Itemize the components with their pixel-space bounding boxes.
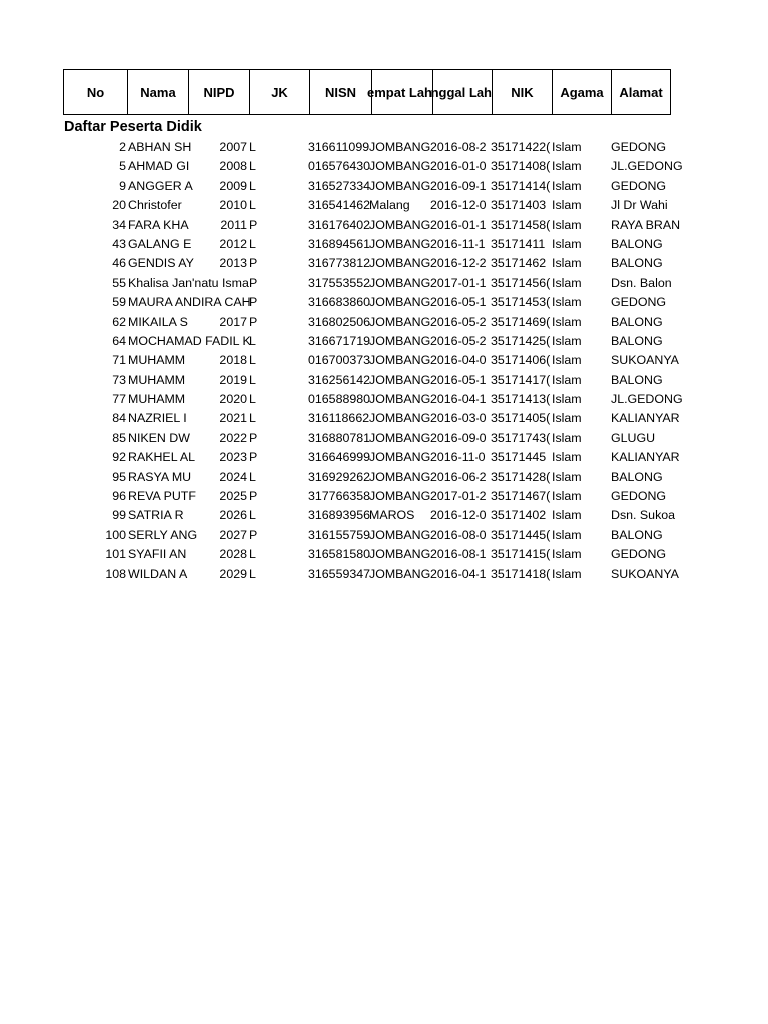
cell-nik: 35171467( bbox=[491, 489, 551, 504]
cell-nik: 35171417( bbox=[491, 372, 551, 387]
table-row bbox=[0, 177, 768, 196]
cell-nama: ANGGER A bbox=[128, 178, 193, 193]
cell-nisn: 016588980 bbox=[308, 392, 371, 407]
cell-nik: 35171413( bbox=[491, 392, 551, 407]
cell-jk: P bbox=[249, 450, 258, 465]
cell-jk: P bbox=[249, 527, 258, 542]
cell-no: 108 bbox=[105, 566, 126, 581]
header-nipd: NIPD bbox=[189, 70, 250, 114]
cell-jk: P bbox=[249, 295, 258, 310]
cell-no: 43 bbox=[112, 236, 126, 251]
cell-nama: NIKEN DW bbox=[128, 430, 190, 445]
data-table-body bbox=[0, 138, 768, 584]
table-row bbox=[0, 429, 768, 448]
cell-nisn: 316256142 bbox=[308, 372, 371, 387]
cell-no: 20 bbox=[112, 198, 126, 213]
cell-nisn: 316773812 bbox=[308, 256, 371, 271]
cell-tempat-lahir: JOMBANG bbox=[369, 236, 431, 251]
cell-agama: Islam bbox=[552, 178, 582, 193]
cell-no: 85 bbox=[112, 430, 126, 445]
cell-jk: P bbox=[249, 489, 258, 504]
cell-nipd: 2009 bbox=[219, 178, 247, 193]
cell-nisn: 316893956 bbox=[308, 508, 371, 523]
cell-nipd: 2024 bbox=[219, 469, 247, 484]
cell-nisn: 016576430 bbox=[308, 159, 371, 174]
cell-tempat-lahir: MAROS bbox=[369, 508, 415, 523]
cell-alamat: KALIANYAR bbox=[611, 450, 680, 465]
cell-jk: L bbox=[249, 469, 256, 484]
table-row bbox=[0, 351, 768, 370]
cell-no: 62 bbox=[112, 314, 126, 329]
cell-tanggal-lahir: 2016-08-2 bbox=[430, 140, 487, 154]
cell-tempat-lahir: JOMBANG bbox=[369, 489, 431, 504]
cell-nipd: 2028 bbox=[219, 547, 247, 562]
cell-tanggal-lahir: 2016-05-1 bbox=[430, 295, 487, 310]
cell-jk: P bbox=[249, 217, 258, 232]
cell-jk: L bbox=[249, 178, 256, 193]
cell-nama: MAURA ANDIRA CAH bbox=[128, 295, 251, 310]
cell-nisn: 316559347 bbox=[308, 566, 371, 581]
cell-tanggal-lahir: 2016-05-1 bbox=[430, 372, 487, 387]
cell-nama: MUHAMM bbox=[128, 353, 186, 368]
header-alamat: Alamat bbox=[612, 70, 671, 114]
cell-no: 71 bbox=[112, 353, 126, 368]
cell-no: 73 bbox=[112, 372, 126, 387]
page-title: Daftar Peserta Didik bbox=[64, 119, 202, 135]
cell-agama: Islam bbox=[552, 392, 582, 407]
cell-nama: SYAFII AN bbox=[128, 547, 187, 562]
table-row bbox=[0, 448, 768, 467]
cell-tanggal-lahir: 2016-04-1 bbox=[430, 392, 487, 407]
cell-tanggal-lahir: 2016-12-2 bbox=[430, 256, 487, 271]
cell-nik: 35171415( bbox=[491, 547, 551, 562]
cell-nisn: 316802506 bbox=[308, 314, 371, 329]
cell-nama: MUHAMM bbox=[128, 372, 186, 387]
cell-agama: Islam bbox=[552, 333, 582, 348]
cell-tanggal-lahir: 2016-09-1 bbox=[430, 178, 487, 193]
cell-nama: NAZRIEL I bbox=[128, 411, 187, 426]
cell-tempat-lahir: JOMBANG bbox=[369, 372, 431, 387]
cell-no: 2 bbox=[119, 140, 126, 154]
cell-agama: Islam bbox=[552, 508, 582, 523]
cell-alamat: GEDONG bbox=[611, 547, 667, 562]
cell-jk: L bbox=[249, 353, 256, 368]
cell-alamat: BALONG bbox=[611, 469, 663, 484]
cell-no: 5 bbox=[119, 159, 126, 174]
cell-agama: Islam bbox=[552, 547, 582, 562]
cell-agama: Islam bbox=[552, 140, 582, 154]
cell-tempat-lahir: Malang bbox=[369, 198, 410, 213]
cell-agama: Islam bbox=[552, 295, 582, 310]
cell-alamat: JL.GEDONG bbox=[611, 392, 683, 407]
cell-nisn: 316929262 bbox=[308, 469, 371, 484]
cell-nik: 35171418( bbox=[491, 566, 551, 581]
cell-no: 96 bbox=[112, 489, 126, 504]
cell-nipd: 2017 bbox=[219, 314, 247, 329]
cell-nipd: 2010 bbox=[219, 198, 247, 213]
cell-alamat: SUKOANYA bbox=[611, 566, 679, 581]
cell-tempat-lahir: JOMBANG bbox=[369, 333, 431, 348]
cell-nik: 35171408( bbox=[491, 159, 551, 174]
cell-alamat: GEDONG bbox=[611, 178, 667, 193]
header-jk: JK bbox=[250, 70, 310, 114]
cell-tanggal-lahir: 2017-01-1 bbox=[430, 275, 487, 290]
cell-nik: 35171453( bbox=[491, 295, 551, 310]
cell-jk: L bbox=[249, 411, 256, 426]
cell-nik: 35171403 bbox=[491, 198, 547, 213]
cell-jk: L bbox=[249, 547, 256, 562]
header-nama: Nama bbox=[128, 70, 189, 114]
cell-nisn: 316176402 bbox=[308, 217, 371, 232]
cell-nama: GENDIS AY bbox=[128, 256, 194, 271]
cell-no: 84 bbox=[112, 411, 126, 426]
cell-tempat-lahir: JOMBANG bbox=[369, 430, 431, 445]
cell-agama: Islam bbox=[552, 236, 582, 251]
table-row bbox=[0, 371, 768, 390]
cell-tempat-lahir: JOMBANG bbox=[369, 392, 431, 407]
cell-alamat: GEDONG bbox=[611, 295, 667, 310]
cell-jk: L bbox=[249, 236, 256, 251]
cell-tempat-lahir: JOMBANG bbox=[369, 527, 431, 542]
cell-alamat: RAYA BRAN bbox=[611, 217, 681, 232]
cell-no: 95 bbox=[112, 469, 126, 484]
cell-nama: SERLY ANG bbox=[128, 527, 198, 542]
cell-agama: Islam bbox=[552, 527, 582, 542]
cell-nik: 35171743( bbox=[491, 430, 551, 445]
cell-tanggal-lahir: 2016-08-0 bbox=[430, 527, 487, 542]
cell-nik: 35171462 bbox=[491, 256, 547, 271]
table-row bbox=[0, 274, 768, 293]
cell-jk: P bbox=[249, 256, 258, 271]
cell-nipd: 2026 bbox=[219, 508, 247, 523]
cell-nik: 35171456( bbox=[491, 275, 551, 290]
cell-alamat: GEDONG bbox=[611, 489, 667, 504]
cell-no: 77 bbox=[112, 392, 126, 407]
cell-agama: Islam bbox=[552, 256, 582, 271]
cell-tempat-lahir: JOMBANG bbox=[369, 140, 431, 154]
cell-alamat: SUKOANYA bbox=[611, 353, 679, 368]
cell-nipd: 2023 bbox=[219, 450, 247, 465]
table-row bbox=[0, 390, 768, 409]
cell-tempat-lahir: JOMBANG bbox=[369, 411, 431, 426]
table-row bbox=[0, 487, 768, 506]
cell-tanggal-lahir: 2016-03-0 bbox=[430, 411, 487, 426]
cell-jk: L bbox=[249, 333, 256, 348]
cell-nisn: 316611099 bbox=[308, 140, 370, 154]
cell-nik: 35171445 bbox=[491, 450, 547, 465]
cell-nipd: 2022 bbox=[219, 430, 247, 445]
cell-agama: Islam bbox=[552, 430, 582, 445]
cell-agama: Islam bbox=[552, 489, 582, 504]
cell-nik: 35171411 bbox=[491, 236, 546, 251]
cell-tanggal-lahir: 2016-05-2 bbox=[430, 333, 487, 348]
cell-agama: Islam bbox=[552, 566, 582, 581]
cell-nisn: 316683860 bbox=[308, 295, 371, 310]
cell-nik: 35171458( bbox=[491, 217, 551, 232]
cell-tempat-lahir: JOMBANG bbox=[369, 450, 431, 465]
cell-agama: Islam bbox=[552, 353, 582, 368]
cell-jk: L bbox=[249, 508, 256, 523]
cell-agama: Islam bbox=[552, 159, 582, 174]
cell-nama: SATRIA R bbox=[128, 508, 184, 523]
cell-agama: Islam bbox=[552, 469, 582, 484]
cell-nama: MUHAMM bbox=[128, 392, 186, 407]
cell-tanggal-lahir: 2016-12-0 bbox=[430, 508, 487, 523]
cell-tanggal-lahir: 2016-06-2 bbox=[430, 469, 487, 484]
cell-nisn: 016700373 bbox=[308, 353, 371, 368]
cell-jk: L bbox=[249, 392, 256, 407]
table-row bbox=[0, 332, 768, 351]
cell-nama: REVA PUTF bbox=[128, 489, 196, 504]
cell-nama: AHMAD GI bbox=[128, 159, 190, 174]
cell-nisn: 316155759 bbox=[308, 527, 371, 542]
cell-tanggal-lahir: 2016-12-0 bbox=[430, 198, 487, 213]
cell-alamat: Dsn. Sukoa bbox=[611, 508, 676, 523]
cell-tanggal-lahir: 2016-09-0 bbox=[430, 430, 487, 445]
cell-nisn: 317766358 bbox=[308, 489, 371, 504]
table-row bbox=[0, 313, 768, 332]
header-nik: NIK bbox=[493, 70, 553, 114]
cell-nama: RAKHEL AL bbox=[128, 450, 196, 465]
cell-nik: 35171414( bbox=[491, 178, 551, 193]
table-row bbox=[0, 409, 768, 428]
cell-nik: 35171402 bbox=[491, 508, 547, 523]
cell-alamat: BALONG bbox=[611, 256, 663, 271]
cell-nipd: 2027 bbox=[219, 527, 247, 542]
cell-jk: L bbox=[249, 159, 256, 174]
cell-nik: 35171422( bbox=[491, 140, 551, 154]
cell-nipd: 2013 bbox=[219, 256, 247, 271]
cell-alamat: BALONG bbox=[611, 372, 663, 387]
cell-agama: Islam bbox=[552, 411, 582, 426]
cell-jk: P bbox=[249, 430, 258, 445]
cell-no: 64 bbox=[112, 333, 126, 348]
cell-agama: Islam bbox=[552, 450, 582, 465]
cell-agama: Islam bbox=[552, 314, 582, 329]
header-tempat-lahir: empat Lah bbox=[372, 70, 433, 114]
cell-no: 99 bbox=[112, 508, 126, 523]
cell-no: 55 bbox=[112, 275, 126, 290]
cell-nipd: 2018 bbox=[219, 353, 247, 368]
header-tanggal-lahir: nggal Lah bbox=[433, 70, 493, 114]
cell-nipd: 2019 bbox=[219, 372, 247, 387]
cell-alamat: JL.GEDONG bbox=[611, 159, 683, 174]
cell-alamat: BALONG bbox=[611, 314, 663, 329]
cell-nisn: 316894561 bbox=[308, 236, 371, 251]
table-row bbox=[0, 506, 768, 525]
cell-nama: ABHAN SH bbox=[128, 140, 192, 154]
cell-tempat-lahir: JOMBANG bbox=[369, 295, 431, 310]
cell-nisn: 316671719 bbox=[308, 333, 371, 348]
cell-alamat: GLUGU bbox=[611, 430, 656, 445]
cell-nisn: 316646999 bbox=[308, 450, 371, 465]
cell-tempat-lahir: JOMBANG bbox=[369, 547, 431, 562]
table-row bbox=[0, 216, 768, 235]
table-row bbox=[0, 157, 768, 176]
cell-alamat: Dsn. Balon bbox=[611, 275, 672, 290]
cell-agama: Islam bbox=[552, 198, 582, 213]
cell-nik: 35171445( bbox=[491, 527, 551, 542]
cell-jk: P bbox=[249, 275, 258, 290]
cell-nama: Khalisa Jan'natu Isma bbox=[128, 275, 249, 290]
cell-tempat-lahir: JOMBANG bbox=[369, 353, 431, 368]
cell-nisn: 316581580 bbox=[308, 547, 371, 562]
cell-alamat: Jl Dr Wahi bbox=[611, 198, 668, 213]
cell-no: 46 bbox=[112, 256, 126, 271]
cell-no: 100 bbox=[105, 527, 126, 542]
table-header-row bbox=[63, 69, 671, 115]
cell-nik: 35171428( bbox=[491, 469, 551, 484]
table-row bbox=[0, 254, 768, 273]
cell-tempat-lahir: JOMBANG bbox=[369, 275, 431, 290]
table-row bbox=[0, 293, 768, 312]
cell-nipd: 2008 bbox=[219, 159, 247, 174]
cell-tempat-lahir: JOMBANG bbox=[369, 256, 431, 271]
cell-alamat: KALIANYAR bbox=[611, 411, 680, 426]
cell-nama: MOCHAMAD FADIL K bbox=[128, 333, 251, 348]
header-nisn: NISN bbox=[310, 70, 372, 114]
cell-tanggal-lahir: 2016-11-1 bbox=[430, 236, 486, 251]
cell-tanggal-lahir: 2016-04-1 bbox=[430, 566, 487, 581]
cell-tanggal-lahir: 2016-05-2 bbox=[430, 314, 487, 329]
table-row bbox=[0, 138, 768, 157]
cell-no: 9 bbox=[119, 178, 126, 193]
cell-tanggal-lahir: 2017-01-2 bbox=[430, 489, 487, 504]
cell-jk: P bbox=[249, 314, 258, 329]
table-row bbox=[0, 235, 768, 254]
cell-nama: WILDAN A bbox=[128, 566, 188, 581]
cell-agama: Islam bbox=[552, 372, 582, 387]
cell-nipd: 2029 bbox=[219, 566, 247, 581]
cell-alamat: BALONG bbox=[611, 527, 663, 542]
cell-jk: L bbox=[249, 566, 256, 581]
table-row bbox=[0, 468, 768, 487]
cell-nik: 35171405( bbox=[491, 411, 551, 426]
cell-no: 34 bbox=[112, 217, 126, 232]
cell-tanggal-lahir: 2016-01-0 bbox=[430, 159, 487, 174]
cell-nisn: 317553552 bbox=[308, 275, 371, 290]
cell-nik: 35171425( bbox=[491, 333, 551, 348]
cell-nama: RASYA MU bbox=[128, 469, 192, 484]
cell-jk: L bbox=[249, 372, 256, 387]
cell-jk: L bbox=[249, 140, 256, 154]
cell-nipd: 2012 bbox=[219, 236, 247, 251]
cell-nisn: 316527334 bbox=[308, 178, 371, 193]
cell-jk: L bbox=[249, 198, 256, 213]
cell-nama: MIKAILA S bbox=[128, 314, 188, 329]
cell-tempat-lahir: JOMBANG bbox=[369, 159, 431, 174]
cell-nisn: 316880781 bbox=[308, 430, 371, 445]
table-row bbox=[0, 196, 768, 215]
cell-nisn: 316118662 bbox=[308, 411, 370, 426]
cell-nik: 35171469( bbox=[491, 314, 551, 329]
cell-nipd: 2007 bbox=[219, 140, 247, 154]
cell-agama: Islam bbox=[552, 275, 582, 290]
cell-agama: Islam bbox=[552, 217, 582, 232]
cell-tempat-lahir: JOMBANG bbox=[369, 178, 431, 193]
header-no: No bbox=[64, 70, 128, 114]
cell-tempat-lahir: JOMBANG bbox=[369, 469, 431, 484]
cell-tanggal-lahir: 2016-08-1 bbox=[430, 547, 487, 562]
table-row bbox=[0, 526, 768, 545]
cell-alamat: BALONG bbox=[611, 236, 663, 251]
cell-tanggal-lahir: 2016-04-0 bbox=[430, 353, 487, 368]
cell-no: 92 bbox=[112, 450, 126, 465]
cell-nipd: 2025 bbox=[219, 489, 247, 504]
cell-nama: FARA KHA bbox=[128, 217, 189, 232]
table-row bbox=[0, 565, 768, 584]
cell-nipd: 2011 bbox=[220, 217, 247, 232]
cell-nama: GALANG E bbox=[128, 236, 192, 251]
cell-tanggal-lahir: 2016-01-1 bbox=[430, 217, 487, 232]
cell-tempat-lahir: JOMBANG bbox=[369, 314, 431, 329]
table-row bbox=[0, 545, 768, 564]
header-agama: Agama bbox=[553, 70, 612, 114]
cell-tanggal-lahir: 2016-11-0 bbox=[430, 450, 486, 465]
cell-nipd: 2020 bbox=[219, 392, 247, 407]
cell-nama: Christofer bbox=[128, 198, 182, 213]
cell-nik: 35171406( bbox=[491, 353, 551, 368]
cell-no: 101 bbox=[105, 547, 126, 562]
cell-tempat-lahir: JOMBANG bbox=[369, 566, 431, 581]
cell-no: 59 bbox=[112, 295, 126, 310]
cell-nipd: 2021 bbox=[219, 411, 247, 426]
cell-alamat: GEDONG bbox=[611, 140, 667, 154]
cell-nisn: 316541462 bbox=[308, 198, 371, 213]
cell-alamat: BALONG bbox=[611, 333, 663, 348]
cell-tempat-lahir: JOMBANG bbox=[369, 217, 431, 232]
